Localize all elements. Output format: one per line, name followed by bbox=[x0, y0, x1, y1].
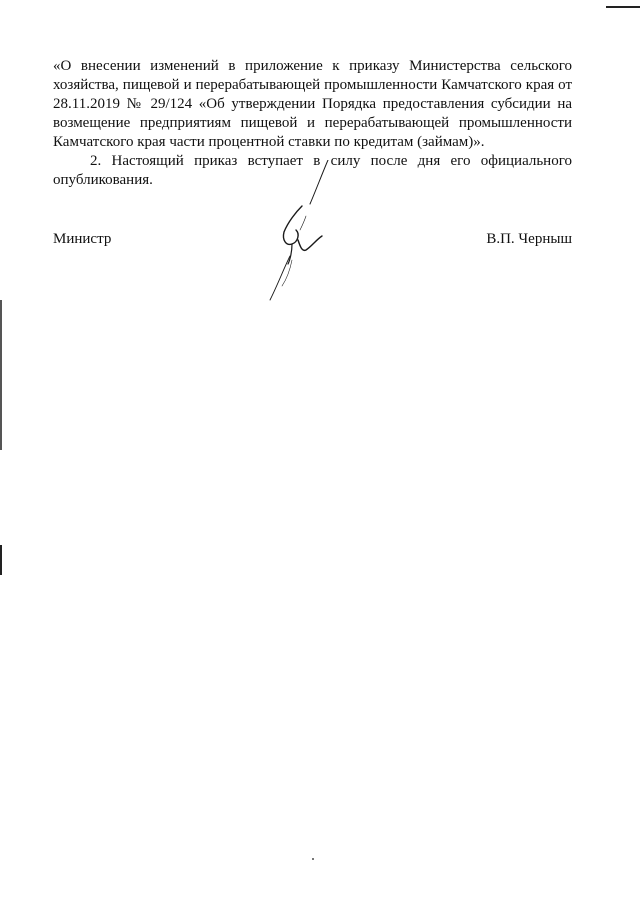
text-line: возмещение предприятиям пищевой и перерабатывающей промышленности bbox=[53, 115, 572, 131]
text-line: опубликования. bbox=[53, 172, 153, 188]
scan-edge-mark bbox=[606, 6, 640, 8]
text-line: 28.11.2019 № 29/124 «Об утверждении Порядка предоставления субсидии на bbox=[53, 96, 572, 112]
paragraph-1 bbox=[53, 57, 572, 152]
signatory-name: В.П. Черныш bbox=[486, 231, 572, 247]
scan-dust-dot bbox=[312, 858, 314, 860]
text-line: хозяйства, пищевой и перерабатывающей промышленности Камчатского края от bbox=[53, 77, 572, 93]
text-line: Камчатского края части процентной ставки по кредитам (займам)». bbox=[53, 134, 485, 150]
handwritten-signature bbox=[262, 160, 332, 310]
signatory-title: Министр bbox=[53, 231, 112, 247]
text-line: 2. Настоящий приказ вступает в силу после дня его официального bbox=[90, 153, 572, 169]
scan-edge-mark bbox=[0, 300, 2, 450]
scan-edge-mark bbox=[0, 545, 2, 575]
text-line: «О внесении изменений в приложение к приказу Министерства сельского bbox=[53, 58, 572, 74]
